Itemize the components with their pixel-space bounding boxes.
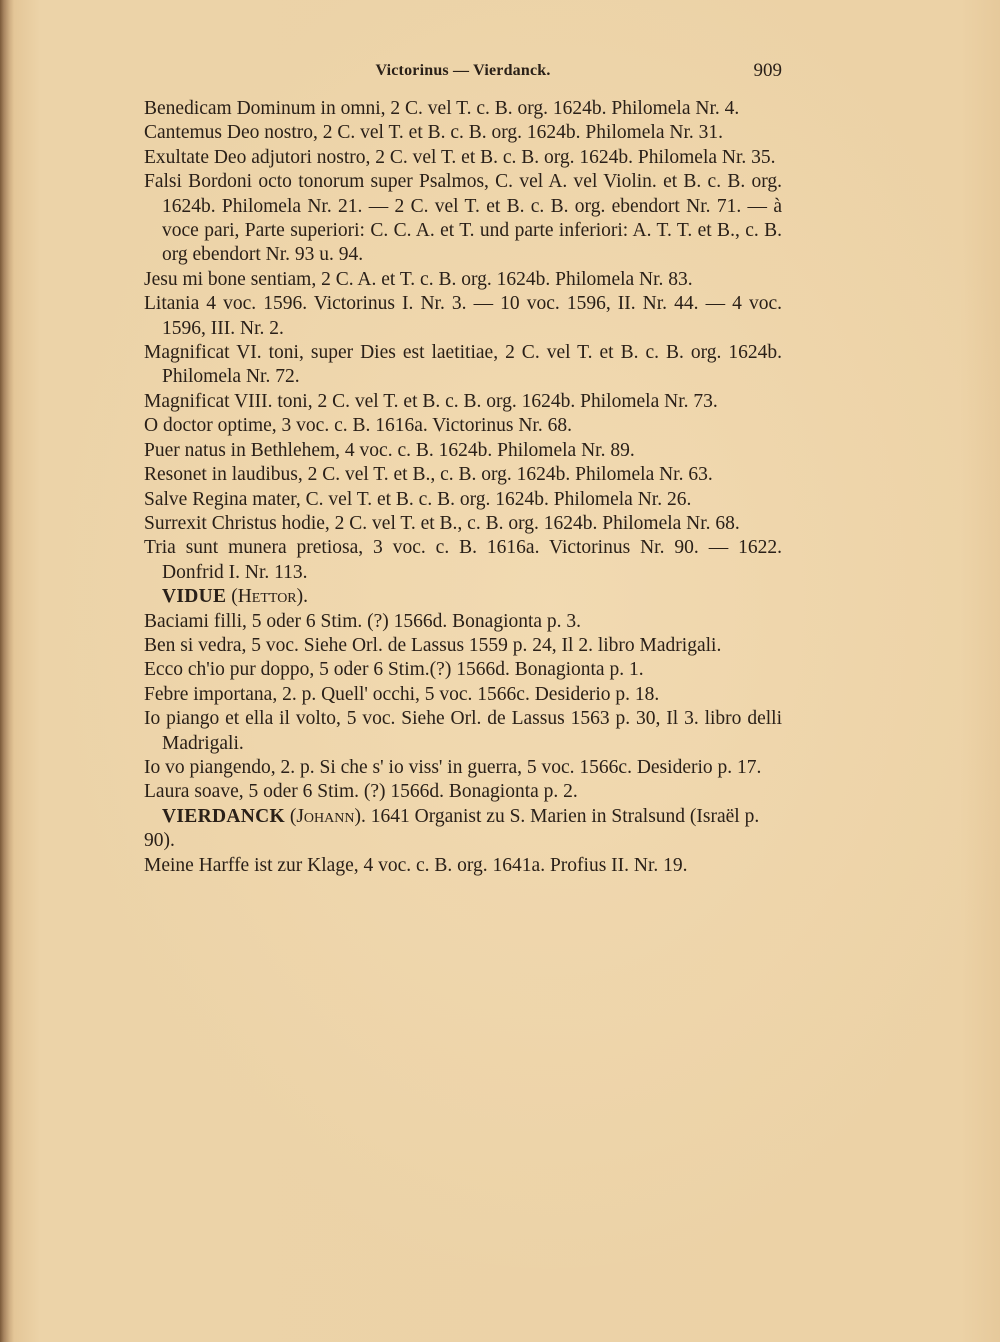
- composer-heading-vidue: [144, 585, 782, 609]
- entry: Ecco ch'io pur doppo, 5 oder 6 Stim.(?) 1566d. Bonagionta p. 1.: [144, 659, 644, 681]
- page-binding-edge: [0, 0, 14, 1342]
- entry: Magnificat VIII. toni, 2 C. vel T. et B. c. B. org. 1624b. Philomela Nr. 73.: [144, 390, 718, 412]
- entry: Jesu mi bone sentiam, 2 C. A. et T. c. B. org. 1624b. Philomela Nr. 83.: [144, 268, 693, 290]
- entry: Laura soave, 5 oder 6 Stim. (?) 1566d. Bonagionta p. 2.: [144, 781, 578, 803]
- page-header: [144, 60, 782, 84]
- composer-given-name: (Johann).: [289, 805, 366, 827]
- entry: Puer natus in Bethlehem, 4 voc. c. B. 1624b. Philomela Nr. 89.: [144, 439, 635, 461]
- entry: Baciami filli, 5 oder 6 Stim. (?) 1566d. Bonagionta p. 3.: [144, 610, 582, 632]
- composer-surname: VIERDANCK: [162, 805, 285, 827]
- entry: Falsi Bordoni octo tonorum super Psalmos, C. vel A. vel Violin. et B. c. B. org. 1624b. Philomela Nr. 21. — 2 C. vel T. et B. c. B. org. ebendort Nr. 71. — à voce pari, Parte superiori: C. C. A. et T. und parte inferiori: A. T. T. et B., c. B. org ebendort Nr. 93 u. 94.: [144, 171, 782, 266]
- entry: Benedicam Dominum in omni, 2 C. vel T. c. B. org. 1624b. Philomela Nr. 4.: [144, 98, 740, 119]
- composer-heading-vierdanck: [144, 805, 782, 854]
- entry: Litania 4 voc. 1596. Victorinus I. Nr. 3. — 10 voc. 1596, II. Nr. 44. — 4 voc. 1596, III. Nr. 2.: [144, 293, 782, 339]
- entry: Meine Harffe ist zur Klage, 4 voc. c. B. org. 1641a. Profius II. Nr. 19.: [144, 854, 688, 876]
- entry: Exultate Deo adjutori nostro, 2 C. vel T. et B. c. B. org. 1624b. Philomela Nr. 35.: [144, 146, 776, 168]
- entry: O doctor optime, 3 voc. c. B. 1616a. Victorinus Nr. 68.: [144, 415, 572, 437]
- composer-surname: VIDUE: [162, 586, 227, 608]
- entry: Cantemus Deo nostro, 2 C. vel T. et B. c. B. org. 1624b. Philomela Nr. 31.: [144, 122, 724, 144]
- entry: Magnificat VI. toni, super Dies est laetitiae, 2 C. vel T. et B. c. B. org. 1624b. Philomela Nr. 72.: [144, 342, 782, 388]
- entry: Ben si vedra, 5 voc. Siehe Orl. de Lassus 1559 p. 24, Il 2. libro Madrigali.: [144, 634, 722, 656]
- page-number: 909: [753, 60, 782, 81]
- composer-given-name: (Hettor).: [231, 586, 309, 608]
- entry: Salve Regina mater, C. vel T. et B. c. B. org. 1624b. Philomela Nr. 26.: [144, 488, 692, 510]
- entry: Febre importana, 2. p. Quell' occhi, 5 voc. 1566c. Desiderio p. 18.: [144, 683, 660, 705]
- page-body: [144, 97, 782, 878]
- running-title: Victorinus — Vierdanck.: [375, 62, 551, 79]
- entry: Resonet in laudibus, 2 C. vel T. et B., c. B. org. 1624b. Philomela Nr. 63.: [144, 464, 713, 486]
- entry: Surrexit Christus hodie, 2 C. vel T. et B., c. B. org. 1624b. Philomela Nr. 68.: [144, 512, 740, 534]
- entry: Io piango et ella il volto, 5 voc. Siehe Orl. de Lassus 1563 p. 30, Il 3. libro delli Madrigali.: [144, 708, 782, 754]
- entry: Io vo piangendo, 2. p. Si che s' io viss' in guerra, 5 voc. 1566c. Desiderio p. 17.: [144, 756, 762, 778]
- composer-biography: 1641 Organist zu S. Marien in Stralsund (Israël p. 90).: [144, 805, 760, 852]
- entry: Tria sunt munera pretiosa, 3 voc. c. B. 1616a. Victorinus Nr. 90. — 1622. Donfrid I. Nr. 113.: [144, 537, 782, 583]
